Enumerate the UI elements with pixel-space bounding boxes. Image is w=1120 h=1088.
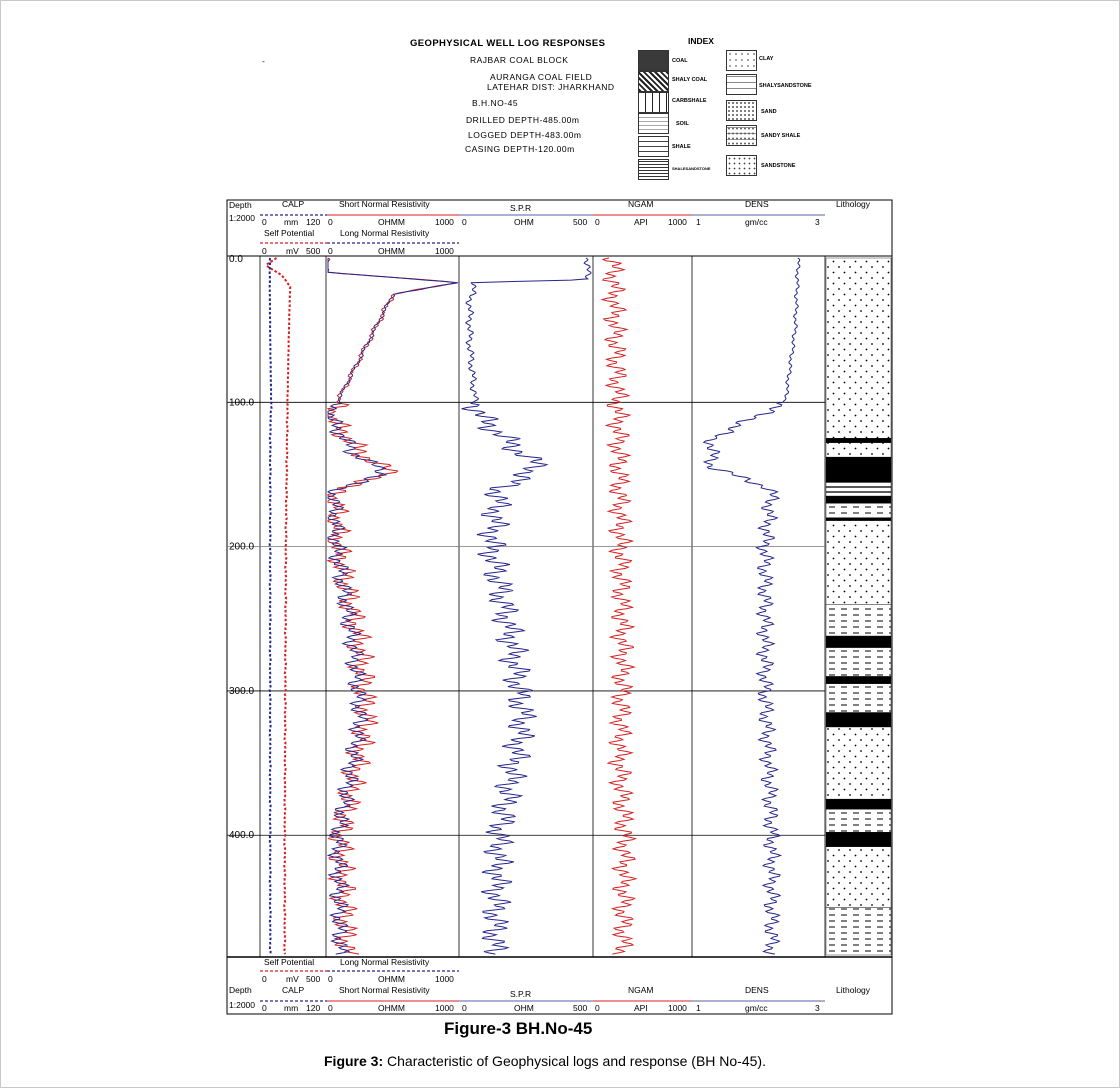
dens-unit-top: gm/cc [745,217,768,227]
sp-min-top: 0 [262,246,267,256]
ngam-min-bottom: 0 [595,1003,600,1013]
sp-min-bottom: 0 [262,974,267,984]
curve-self-potential [270,258,272,954]
calp-max-bottom: 120 [306,1003,321,1013]
lithology-layer-shale [826,503,891,517]
lithology-layer-coal [826,636,891,648]
calp-label-bottom: CALP [282,985,305,995]
snr-min-top: 0 [328,217,333,227]
lithology-layer-shale [826,684,891,713]
index-label-shaly-coal: SHALY COAL [672,77,708,83]
header-dash: - [262,56,266,66]
spr-min-bottom: 0 [462,1003,467,1013]
drilled-depth: DRILLED DEPTH-485.00m [466,115,580,125]
spr-unit-bottom: OHM [514,1003,534,1013]
snr-label-bottom: Short Normal Resistivity [339,985,430,995]
index-label-carbshale: CARBSHALE [672,98,707,104]
lithology-layer-coal [826,496,891,503]
calp-unit-bottom: mm [284,1003,299,1013]
block-name: RAJBAR COAL BLOCK [470,55,569,65]
snr-min-bottom: 0 [328,1003,333,1013]
snr-label-top: Short Normal Resistivity [339,199,430,209]
lithology-layer-sandstone [826,727,891,799]
sp-max-bottom: 500 [306,974,321,984]
casing-depth: CASING DEPTH-120.00m [465,144,575,154]
calp-unit-top: mm [284,217,299,227]
spr-min-top: 0 [462,217,467,227]
index-label-shalysandstone: SHALYSANDSTONE [759,83,812,89]
ngam-max-bottom: 1000 [668,1003,687,1013]
sp-label-top: Self Potential [264,228,315,238]
lnr-label-top: Long Normal Resistivity [340,228,430,238]
depth-label-top: Depth [229,200,252,210]
spr-label-top: S.P.R [510,203,532,213]
lithology-layer-sandstone [826,258,891,438]
depth-tick-label: 0.0 [229,254,243,265]
scale-label-top: 1:2000 [229,213,255,223]
lithology-layer-carbshale [826,482,891,496]
spr-label-bottom: S.P.R [510,989,532,999]
lnr-min-bottom: 0 [328,974,333,984]
borehole-no: B.H.NO-45 [472,98,519,108]
coal-field: AURANGA COAL FIELD [490,72,593,82]
lithology-layer-shale [826,648,891,677]
dens-max-bottom: 3 [815,1003,820,1013]
lithology-layer-coal [826,676,891,683]
index-label-shale: SHALE [672,144,691,150]
ngam-label-top: NGAM [628,199,654,209]
snr-max-bottom: 1000 [435,1003,454,1013]
dens-min-bottom: 1 [696,1003,701,1013]
district: LATEHAR DIST: JHARKHAND [487,82,615,92]
lithology-layer-coal [826,438,891,442]
curve-dens [704,258,800,954]
lithology-label-bottom: Lithology [836,985,871,995]
log-title: GEOPHYSICAL WELL LOG RESPONSES [410,38,606,49]
spr-max-top: 500 [573,217,588,227]
dens-min-top: 1 [696,217,701,227]
logged-depth: LOGGED DEPTH-483.00m [468,130,582,140]
calp-min-bottom: 0 [262,1003,267,1013]
ngam-max-top: 1000 [668,217,687,227]
spr-max-bottom: 500 [573,1003,588,1013]
scale-label-bottom: 1:2000 [229,1000,255,1010]
lithology-layer-coal [826,713,891,727]
lnr-min-top: 0 [328,246,333,256]
lnr-unit-top: OHMM [378,246,405,256]
lithology-layer-coal [826,457,891,482]
lnr-max-bottom: 1000 [435,974,454,984]
calp-min-top: 0 [262,217,267,227]
snr-unit-bottom: OHMM [378,1003,405,1013]
caption-label: Figure 3: [324,1053,384,1069]
index-label-clay: CLAY [759,56,774,62]
sp-unit-top: mV [286,246,299,256]
sp-label-bottom: Self Potential [264,957,315,967]
index-label-shalesandstone: SHALESANDSTONE [672,166,711,171]
dens-max-top: 3 [815,217,820,227]
lithology-layer-coal [826,832,891,846]
index-label-sand: SAND [761,109,777,115]
dens-unit-bottom: gm/cc [745,1003,768,1013]
ngam-label-bottom: NGAM [628,985,654,995]
lithology-layer-sandstone [826,443,891,457]
curve-s-p-r [462,258,591,954]
lithology-layer-shale [826,809,891,832]
sp-unit-bottom: mV [286,974,299,984]
snr-max-top: 1000 [435,217,454,227]
lithology-label-top: Lithology [836,199,871,209]
depth-label-bottom: Depth [229,985,252,995]
plot-frame [227,200,892,1014]
depth-tick-label: 300.0 [229,685,255,697]
ngam-unit-bottom: API [634,1003,648,1013]
lithology-layer-sandstone [826,521,891,605]
dens-label-top: DENS [745,199,769,209]
ngam-unit-top: API [634,217,648,227]
lnr-max-top: 1000 [435,246,454,256]
lithology-layer-sandstone [826,847,891,908]
depth-tick-label: 200.0 [229,541,255,553]
depth-tick-label: 100.0 [229,397,255,409]
curve-ngam [602,258,636,954]
figure-title: Figure-3 BH.No-45 [444,1019,593,1038]
dens-label-bottom: DENS [745,985,769,995]
lithology-layer-shale [826,604,891,636]
depth-tick-label: 400.0 [229,830,255,842]
index-label-sandstone: SANDSTONE [761,163,796,169]
caption-text: Characteristic of Geophysical logs and response (BH No-45). [383,1053,766,1069]
lnr-unit-bottom: OHMM [378,974,405,984]
lithology-layer-coal [826,799,891,809]
lithology-layer-shale [826,907,891,955]
index-title: INDEX [688,36,714,46]
snr-unit-top: OHMM [378,217,405,227]
figure-caption [324,1053,766,1069]
lnr-label-bottom: Long Normal Resistivity [340,957,430,967]
lithology-layer-coal [826,518,891,521]
index-label-sandy-shale: SANDY SHALE [761,133,801,139]
index-label-coal: COAL [672,58,688,64]
spr-unit-top: OHM [514,217,534,227]
ngam-min-top: 0 [595,217,600,227]
index-label-soil: SOIL [676,121,689,127]
calp-max-top: 120 [306,217,321,227]
sp-max-top: 500 [306,246,321,256]
calp-label-top: CALP [282,199,305,209]
